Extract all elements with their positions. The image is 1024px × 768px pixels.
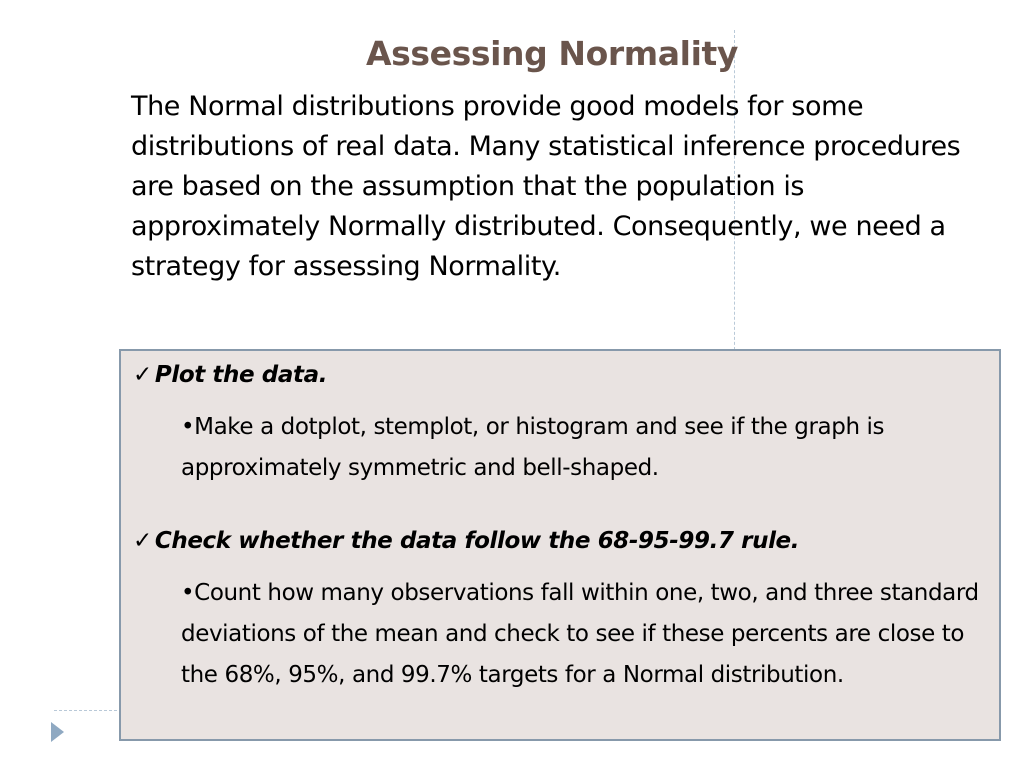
step-rule-detail-text: Count how many observations fall within one, two, and three standard deviations of the mean and check to see if these percents are close to the 68%, 95%, and 99.7% targets for a Normal distribution. bbox=[181, 580, 979, 688]
step-plot-heading bbox=[133, 362, 327, 388]
checkmark-icon: ✓ bbox=[133, 528, 152, 554]
step-plot-detail bbox=[181, 407, 996, 489]
checkmark-icon: ✓ bbox=[133, 362, 152, 388]
step-plot-detail-text: Make a dotplot, stemplot, or histogram and see if the graph is approximately symmetric and bell-shaped. bbox=[181, 414, 885, 481]
slide-title: Assessing Normality bbox=[366, 34, 738, 73]
triangle-right-icon[interactable] bbox=[51, 722, 64, 742]
step-plot-heading-text: Plot the data. bbox=[154, 362, 328, 388]
steps-box bbox=[119, 349, 1001, 741]
step-rule-heading bbox=[133, 528, 799, 554]
horizontal-guide-line bbox=[54, 710, 122, 711]
bullet-icon: • bbox=[181, 414, 195, 440]
bullet-icon: • bbox=[181, 580, 195, 606]
intro-paragraph: The Normal distributions provide good models for some distributions of real data. Many statistical inference procedures are based on the assumption that the population is approximately Normally distributed. Consequently, we need a strategy for assessing Normality. bbox=[131, 91, 961, 282]
step-rule-heading-text: Check whether the data follow the 68-95-99.7 rule. bbox=[154, 528, 800, 554]
step-rule-detail bbox=[181, 573, 996, 696]
